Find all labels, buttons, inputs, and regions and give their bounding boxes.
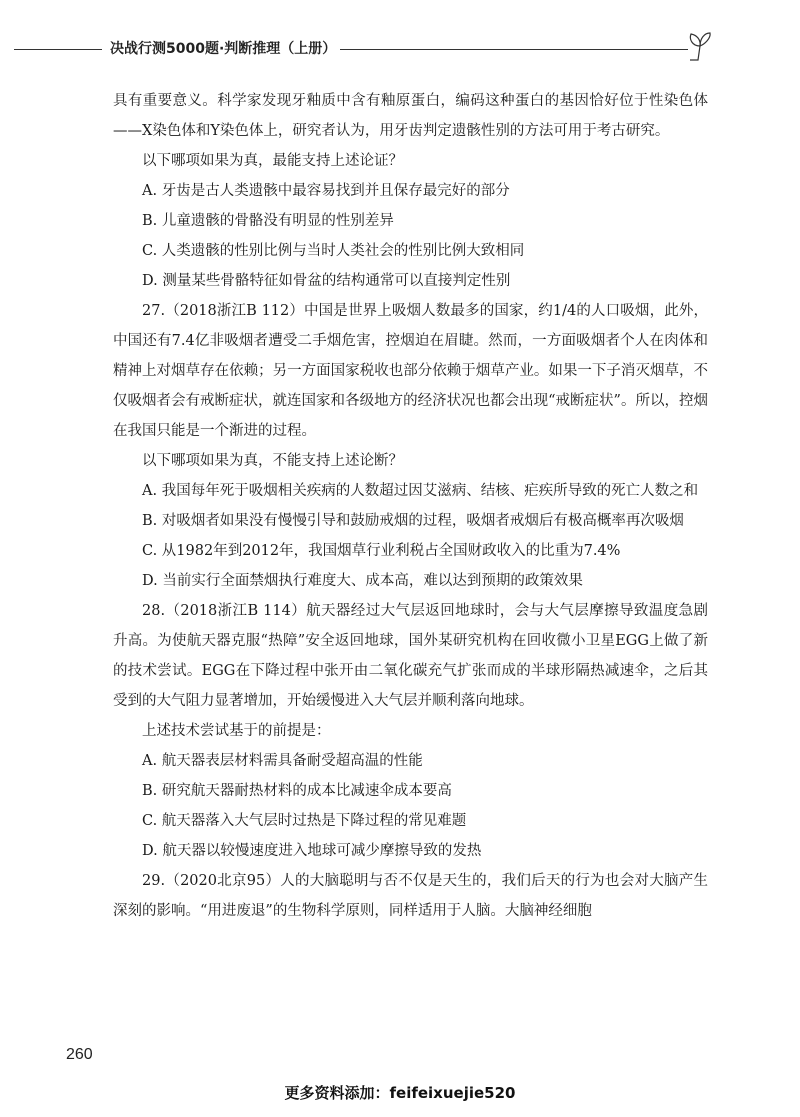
page-number: 260 bbox=[66, 1046, 93, 1063]
option-a: A. 牙齿是古人类遗骸中最容易找到并且保存最完好的部分 bbox=[142, 183, 510, 199]
paragraph-q26-stem-end: 具有重要意义。科学家发现牙釉质中含有釉原蛋白，编码这种蛋白的基因恰好位于性染色体——X染色体和Y染色体上，研究者认为，用牙齿判定遗骸性别的方法可用于考古研究。 bbox=[113, 93, 708, 139]
option-c: C. 从1982年到2012年，我国烟草行业利税占全国财政收入的比重为7.4% bbox=[142, 543, 621, 559]
footer-note: 更多资料添加：feifeixuejie520 bbox=[284, 1084, 516, 1102]
option-c: C. 人类遗骸的性别比例与当时人类社会的性别比例大致相同 bbox=[142, 243, 525, 259]
option-d: D. 测量某些骨骼特征如骨盆的结构通常可以直接判定性别 bbox=[142, 273, 511, 289]
option-d: D. 航天器以较慢速度进入地球可减少摩擦导致的发热 bbox=[142, 843, 482, 859]
option-b: B. 对吸烟者如果没有慢慢引导和鼓励戒烟的过程，吸烟者戒烟后有极高概率再次吸烟 bbox=[142, 513, 684, 529]
question-prompt: 以下哪项如果为真，最能支持上述论证？ bbox=[142, 153, 403, 169]
option-a: A. 我国每年死于吸烟相关疾病的人数超过因艾滋病、结核、疟疾所导致的死亡人数之和 bbox=[142, 483, 699, 499]
question-28-stem: 28.（2018浙江B 114）航天器经过大气层返回地球时，会与大气层摩擦导致温度急剧升高。为使航天器克服“热障”安全返回地球，国外某研究机构在回收微小卫星EGG上做了新的技术尝试。EGG在下降过程中张开由二氧化碳充气扩张而成的半球形隔热减速伞，之后其受到的大气阻力显著增加，开始缓慢进入大气层并顺利落向地球。 bbox=[113, 603, 708, 709]
option-d: D. 当前实行全面禁烟执行难度大、成本高，难以达到预期的政策效果 bbox=[142, 573, 583, 589]
running-header bbox=[0, 30, 800, 64]
option-a: A. 航天器表层材料需具备耐受超高温的性能 bbox=[142, 753, 423, 769]
question-prompt: 以下哪项如果为真，不能支持上述论断？ bbox=[142, 453, 403, 469]
option-c: C. 航天器落入大气层时过热是下降过程的常见难题 bbox=[142, 813, 467, 829]
option-b: B. 儿童遗骸的骨骼没有明显的性别差异 bbox=[142, 213, 394, 229]
option-b: B. 研究航天器耐热材料的成本比减速伞成本要高 bbox=[142, 783, 452, 799]
question-27-stem: 27.（2018浙江B 112）中国是世界上吸烟人数最多的国家，约1/4的人口吸烟，此外，中国还有7.4亿非吸烟者遭受二手烟危害，控烟迫在眉睫。然而，一方面吸烟者个人在肉体和精神上对烟草存在依赖；另一方面国家税收也部分依赖于烟草产业。如果一下子消灭烟草，不仅吸烟者会有戒断症状，就连国家和各级地方的经济状况也都会出现“戒断症状”。所以，控烟在我国只能是一个渐进的过程。 bbox=[113, 303, 708, 439]
header-title: 决战行测5000题·判断推理（上册） bbox=[110, 41, 337, 57]
question-prompt: 上述技术尝试基于的前提是： bbox=[142, 723, 331, 739]
header-rule-left bbox=[14, 49, 102, 50]
header-rule-right bbox=[340, 49, 688, 50]
question-29-stem: 29.（2020北京95）人的大脑聪明与否不仅是天生的，我们后天的行为也会对大脑产生深刻的影响。“用进废退”的生物科学原则，同样适用于人脑。大脑神经细胞 bbox=[113, 873, 708, 919]
sprout-icon bbox=[680, 30, 720, 64]
page-body bbox=[113, 86, 708, 926]
